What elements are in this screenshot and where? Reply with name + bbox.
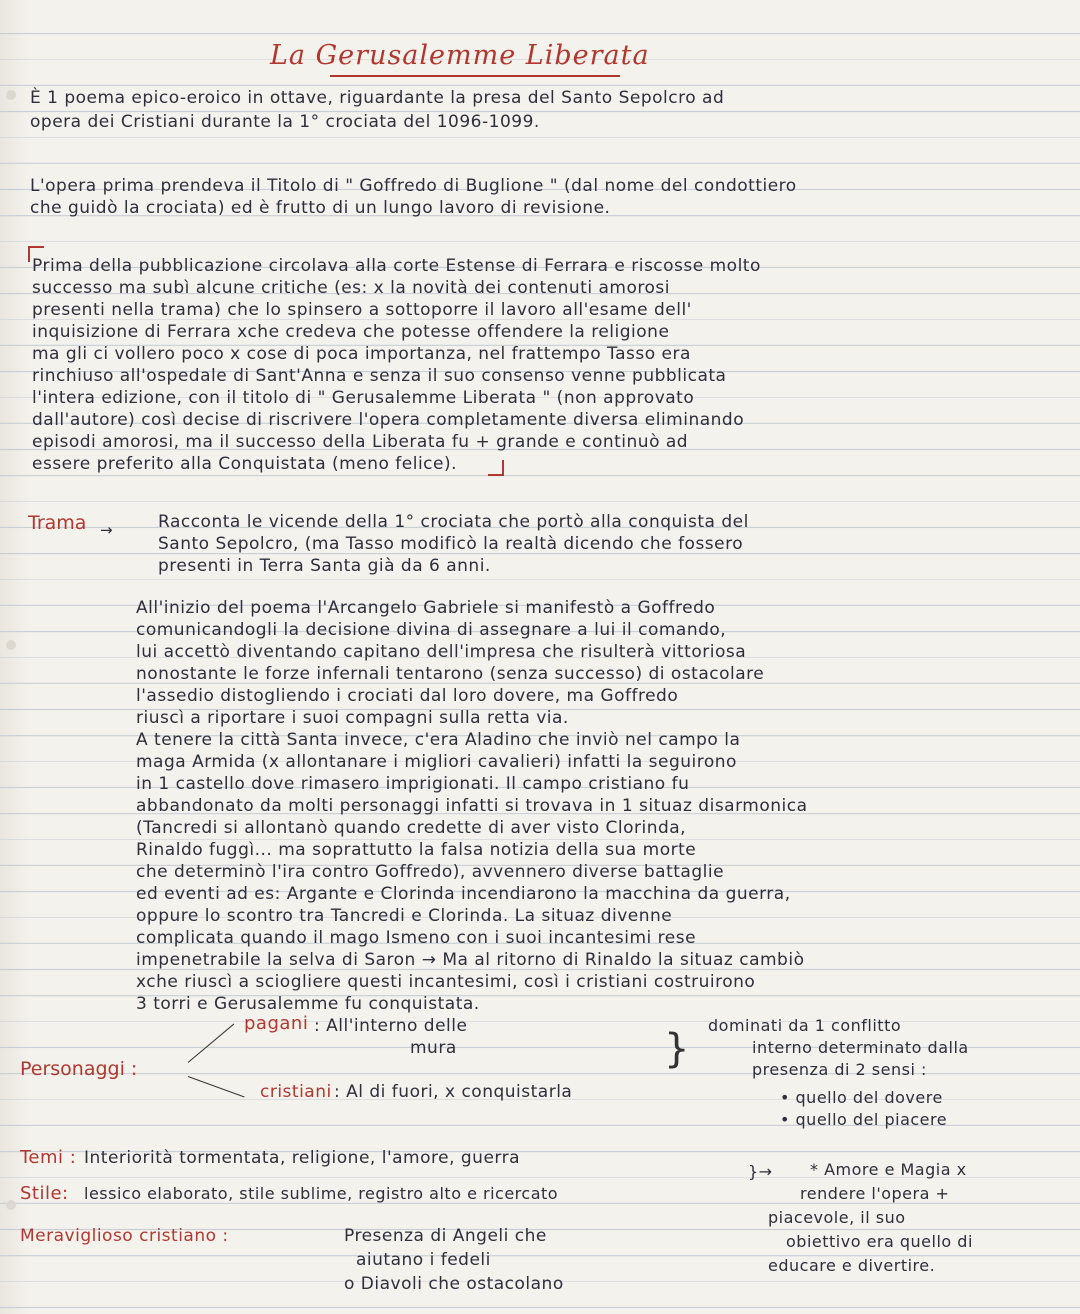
trama-line: ed eventi ad es: Argante e Clorinda incendiarono la macchina da guerra, <box>136 884 791 904</box>
personaggi-note: dominati da 1 conflitto <box>708 1016 902 1035</box>
titolo-line-1: L'opera prima prendeva il Titolo di " Goffredo di Buglione " (dal nome del condottiero <box>30 176 797 196</box>
trama-line: abbandonato da molti personaggi infatti si trovava in 1 situaz disarmonica <box>136 796 808 816</box>
trama-line: lui accettò diventando capitano dell'impresa che risulterà vittoriosa <box>136 642 747 662</box>
brace: } <box>664 1026 690 1072</box>
trama-line: (Tancredi si allontanò quando credette di aver visto Clorinda, <box>136 818 687 838</box>
trama-line: in 1 castello dove rimasero imprigionati. Il campo cristiano fu <box>136 774 690 794</box>
trama-line: maga Armida (x allontanare i migliori cavalieri) infatti la seguirono <box>136 752 737 772</box>
trama-line: l'assedio distogliendo i crociati dal loro dovere, ma Goffredo <box>136 686 679 706</box>
personaggi-note: • quello del piacere <box>780 1110 948 1129</box>
intro-line-2: opera dei Cristiani durante la 1° crociata del 1096-1099. <box>30 112 540 132</box>
storia-line: Prima della pubblicazione circolava alla corte Estense di Ferrara e riscosse molto <box>32 256 761 276</box>
trama-line: A tenere la città Santa invece, c'era Aladino che inviò nel campo la <box>136 730 741 750</box>
trama-line: Rinaldo fuggì... ma soprattutto la falsa notizia della sua morte <box>136 840 697 860</box>
storia-line: inquisizione di Ferrara xche credeva che potesse offendere la religione <box>32 322 670 342</box>
stile-label: Stile: <box>20 1183 69 1204</box>
nota-line: rendere l'opera + <box>800 1184 950 1203</box>
trama-line: nonostante le forze infernali tentarono (senza successo) di ostacolare <box>136 664 765 684</box>
storia-line: l'intera edizione, con il titolo di " Gerusalemme Liberata " (non approvato <box>32 388 695 408</box>
trama-label: Trama <box>28 512 87 534</box>
storia-line: presenti nella trama) che lo spinsero a sottoporre il lavoro all'esame dell' <box>32 300 692 320</box>
trama-line: riuscì a riportare i suoi compagni sulla retta via. <box>136 708 569 728</box>
trama-intro-line: Santo Sepolcro, (ma Tasso modificò la realtà dicendo che fossero <box>158 534 744 554</box>
nota-line: piacevole, il suo <box>768 1208 906 1227</box>
meraviglioso-line: Presenza di Angeli che <box>344 1226 547 1246</box>
storia-line: dall'autore) così decise di riscrivere l'opera completamente diversa eliminando <box>32 410 745 430</box>
storia-line: rinchiuso all'ospedale di Sant'Anna e senza il suo consenso venne pubblicata <box>32 366 727 386</box>
pagani-label: pagani <box>244 1013 309 1034</box>
personaggi-note: presenza di 2 sensi : <box>752 1060 927 1079</box>
storia-line: essere preferito alla Conquistata (meno felice). <box>32 454 458 474</box>
pagani-text-2: mura <box>410 1038 457 1058</box>
trama-line: 3 torri e Gerusalemme fu conquistata. <box>136 994 480 1014</box>
trama-line: impenetrabile la selva di Saron → Ma al ritorno di Rinaldo la situaz cambiò <box>136 950 805 970</box>
margin-hole <box>6 640 16 650</box>
meraviglioso-line: aiutano i fedeli <box>356 1250 491 1270</box>
bracket-close <box>488 460 504 476</box>
pagani-text: : All'interno delle <box>314 1016 468 1036</box>
trama-intro-line: presenti in Terra Santa già da 6 anni. <box>158 556 491 576</box>
trama-intro-line: Racconta le vicende della 1° crociata che portò alla conquista del <box>158 512 749 532</box>
cristiani-label: cristiani <box>260 1082 332 1102</box>
storia-line: episodi amorosi, ma il successo della Liberata fu + grande e continuò ad <box>32 432 689 452</box>
nota-line: obiettivo era quello di <box>786 1232 973 1251</box>
trama-line: oppure lo scontro tra Tancredi e Clorinda. La situaz divenne <box>136 906 673 926</box>
storia-line: ma gli ci vollero poco x cose di poca importanza, nel frattempo Tasso era <box>32 344 691 364</box>
trama-line: All'inizio del poema l'Arcangelo Gabriele si manifestò a Goffredo <box>136 598 716 618</box>
margin-hole <box>6 90 16 100</box>
trama-line: comunicandogli la decisione divina di assegnare a lui il comando, <box>136 620 727 640</box>
titolo-line-2: che guidò la crociata) ed è frutto di un lungo lavoro di revisione. <box>30 198 611 218</box>
temi-label: Temi : <box>20 1147 77 1168</box>
page-title: La Gerusalemme Liberata <box>270 40 650 71</box>
stile-text: lessico elaborato, stile sublime, registro alto e ricercato <box>84 1184 559 1203</box>
trama-line: complicata quando il mago Ismeno con i suoi incantesimi rese <box>136 928 697 948</box>
nota-line: educare e divertire. <box>768 1256 936 1275</box>
trama-arrow: → <box>100 521 114 539</box>
temi-text: Interiorità tormentata, religione, l'amore, guerra <box>84 1148 521 1168</box>
storia-line: successo ma subì alcune critiche (es: x la novità dei contenuti amorosi <box>32 278 670 298</box>
intro-line-1: È 1 poema epico-eroico in ottave, riguardante la presa del Santo Sepolcro ad <box>30 88 725 108</box>
personaggi-note: interno determinato dalla <box>752 1038 969 1057</box>
trama-line: xche riuscì a sciogliere questi incantesimi, così i cristiani costruirono <box>136 972 756 992</box>
margin-hole <box>6 1200 16 1210</box>
nota-line: * Amore e Magia x <box>810 1160 967 1179</box>
title-underline <box>330 75 620 77</box>
cristiani-text: : Al di fuori, x conquistarla <box>334 1082 573 1102</box>
brace-arrow: }→ <box>748 1162 773 1181</box>
meraviglioso-line: o Diavoli che ostacolano <box>344 1274 564 1294</box>
personaggi-note: • quello del dovere <box>780 1088 943 1107</box>
meraviglioso-label: Meraviglioso cristiano : <box>20 1226 229 1246</box>
trama-line: che determinò l'ira contro Goffredo), avvennero diverse battaglie <box>136 862 725 882</box>
personaggi-label: Personaggi : <box>20 1058 138 1080</box>
